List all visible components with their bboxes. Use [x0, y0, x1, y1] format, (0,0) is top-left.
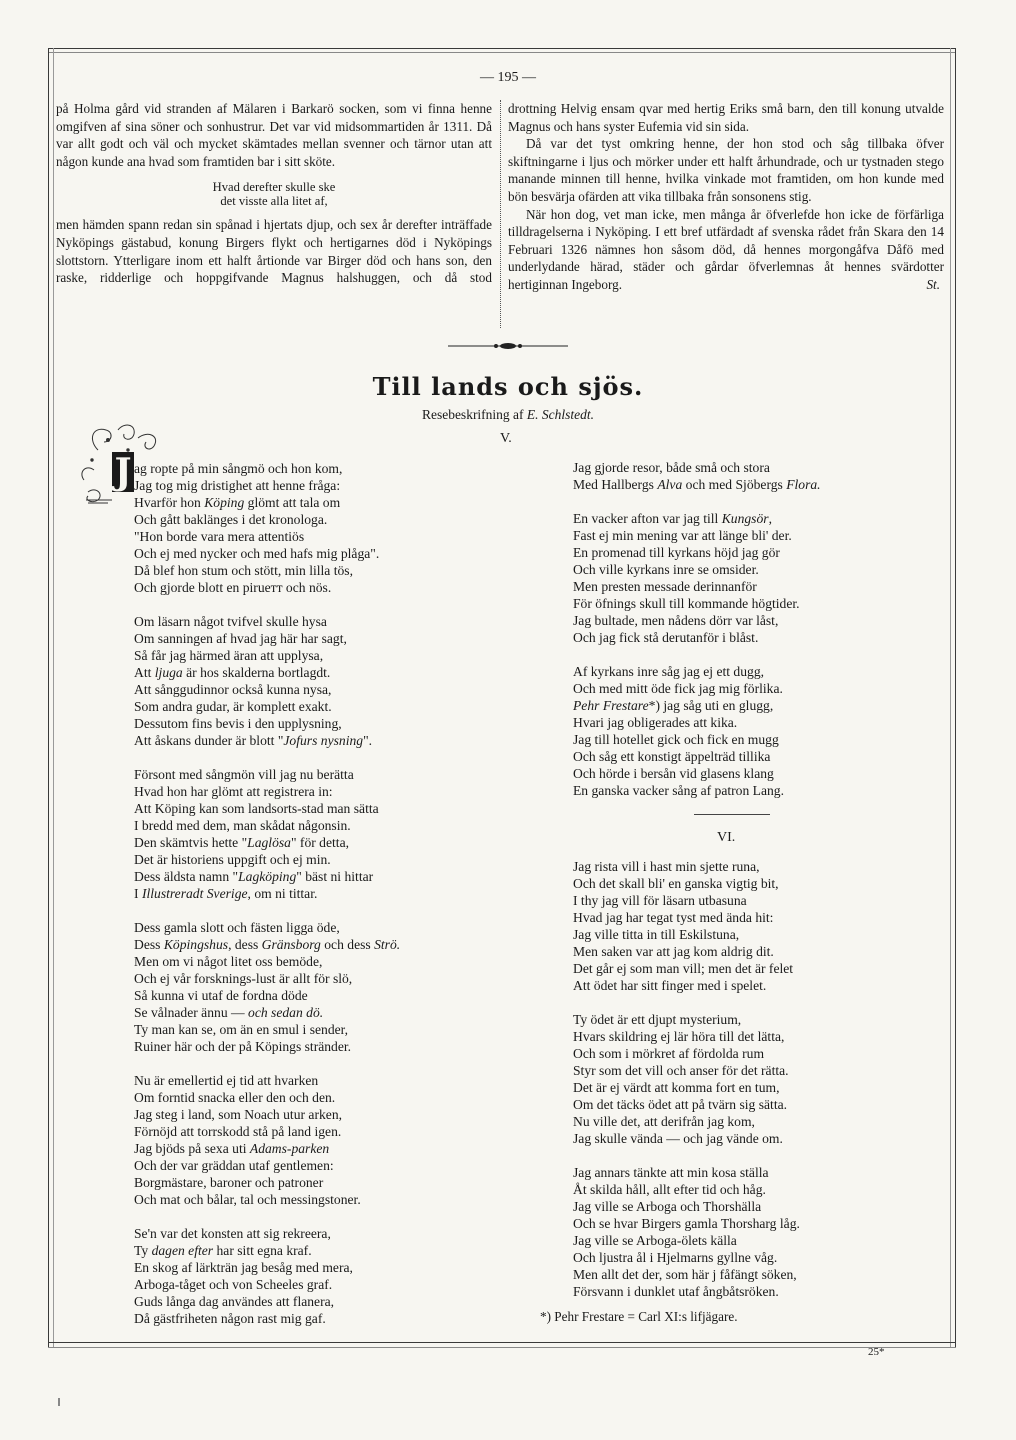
poem-line: Jag steg i land, som Noach utur arken,: [134, 1107, 343, 1122]
poem-vi-column: [573, 858, 933, 1317]
poem-line: Och gjorde blott en pirueтт och nös.: [134, 580, 332, 595]
dropcap-letter: J: [114, 451, 132, 493]
poem-line: Och såg ett konstigt äppelträd tillika: [573, 749, 771, 764]
poem-line: Som andra gudar, är komplett exakt.: [134, 699, 332, 714]
frame-left-rule-inner: [53, 48, 54, 1348]
poem-line: Jag annars tänkte att min kosa ställa: [573, 1165, 769, 1180]
poem-vi-stanza: [573, 1164, 933, 1300]
poem-line: Hvad jag har tegat tyst med ända hit:: [573, 910, 774, 925]
poem-left-stanza: [134, 460, 494, 596]
footnote: *) Pehr Frestare = Carl XI:s lifjägare.: [540, 1309, 738, 1324]
poem-line: I bredd med dem, man skådat någonsin.: [134, 818, 351, 833]
poem-line: Med Hallbergs Alva och med Sjöbergs Flora.: [573, 477, 821, 492]
poem-line: Af kyrkans inre såg jag ej ett dugg,: [573, 664, 765, 679]
poem-line: Arboga-tåget och von Scheeles graf.: [134, 1277, 333, 1292]
poem-line: Men allt det der, som här j fåfängt söken,: [573, 1267, 797, 1282]
poem-line: Och ej med nycker och med hafs mig plåga".: [134, 546, 380, 561]
poem-line: Om det täcks ödet att på tvärn sig sätta.: [573, 1097, 788, 1112]
poem-line: Ty ödet är ett djupt mysterium,: [573, 1012, 742, 1027]
poem-line: Så får jag härmed äran att upplysa,: [134, 648, 324, 663]
poem-line: Styr som det vill och anser för det rätta.: [573, 1063, 789, 1078]
poem-line: Försont med sångmön vill jag nu berätta: [134, 767, 354, 782]
poem-line: Om läsarn något tvifvel skulle hysa: [134, 614, 327, 629]
poem-line: Men saken var att jag kom aldrig dit.: [573, 944, 774, 959]
page-number: — 195 —: [480, 70, 536, 85]
poem-line: Och gått baklänges i det kronologa.: [134, 512, 328, 527]
poem-line: Jag bjöds på sexa uti Adams-parken: [134, 1141, 330, 1156]
poem-line: Se'n var det konsten att sig rekreera,: [134, 1226, 331, 1241]
poem-line: I Illustreradt Sverige, om ni tittar.: [134, 886, 318, 901]
top-right-paragraph-3: [508, 206, 944, 294]
poem-line: Ruiner här och der på Köpings stränder.: [134, 1039, 352, 1054]
poem-line: Nu ville det, att derifrån jag kom,: [573, 1114, 755, 1129]
poem-line: En promenad till kyrkans höjd jag gör: [573, 545, 780, 560]
poem-line: Att ödet har sitt finger med i spelet.: [573, 978, 767, 993]
quote-line-1: Hvad derefter skulle ske: [212, 180, 336, 195]
poem-line: Hvars skildring ej lär höra till det lätta,: [573, 1029, 785, 1044]
poem-line: En skog af lärkträn jag besåg med mera,: [134, 1260, 353, 1275]
top-right-paragraph-3-text: När hon dog, vet man icke, men många år öfverlefde hon icke de förfärliga tilldragelserna i Nyköping. I ett bref utfärdadt af svenska rådet från Skara den 14 Februari 1326 nämnes hon såsom död, då hennes morgongåfva Dåfö med underlydande härad, städer och gårdar öfverlemnas åt hennes svärdotter hertiginnan Ingeborg.: [508, 206, 944, 292]
poem-line: Att åskans dunder är blott "Jofurs nysning".: [134, 733, 373, 748]
poem-line: Och ljustra ål i Hjelmarns gyllne våg.: [573, 1250, 778, 1265]
poem-line: Jag gjorde resor, både små och stora: [573, 460, 770, 475]
poem-line: En ganska vacker sång af patron Lang.: [573, 783, 784, 798]
poem-line: Och der var gräddan utaf gentlemen:: [134, 1158, 334, 1173]
poem-line: Borgmästare, baroner och patroner: [134, 1175, 324, 1190]
poem-line: Dess äldsta namn "Lagköping" bäst ni hittar: [134, 869, 374, 884]
poem-line: En vacker afton var jag till Kungsör,: [573, 511, 772, 526]
top-left-quote: [56, 180, 492, 208]
poem-line: Guds långa dag användes att flanera,: [134, 1294, 335, 1309]
poem-line: Jag ville titta in till Eskilstuna,: [573, 927, 740, 942]
top-left-column: [56, 100, 492, 287]
poem-line: Jag bultade, men nådens dörr var låst,: [573, 613, 779, 628]
frame-right-rule: [955, 48, 956, 1348]
article-title: Till lands och sjös.: [372, 372, 644, 401]
poem-line: Och jag fick stå derutanför i blåst.: [573, 630, 759, 645]
poem-line: Hvarför hon Köping glömt att tala om: [134, 495, 341, 510]
poem-line: Det är historiens uppgift och ej min.: [134, 852, 331, 867]
poem-line: Och som i mörkret af fördolda rum: [573, 1046, 765, 1061]
poem-line: Dess Köpingshus, dess Gränsborg och dess Strö.: [134, 937, 401, 952]
top-left-paragraph-2: men hämden spann redan sin spånad i hjertats djup, och sex år derefter inträffade Nyköpings gästabud, konung Birgers flykt och hertigarnes död i Nyköpings slottstorn. Ytterligare inom ett halft årtionde var Birger död och hans son, den raske, ridderlige och hoppgifvande Magnus halshuggen, och då stod: [56, 217, 492, 286]
frame-top-rule-inner: [48, 52, 956, 53]
poem-line: Och mat och bålar, tal och messingstoner.: [134, 1192, 361, 1207]
section-v-label: V.: [500, 431, 512, 446]
poem-line: Fast ej min mening var att länge bli' der.: [573, 528, 792, 543]
poem-right-column: [573, 459, 933, 816]
frame-bottom-rule-outer: [48, 1347, 956, 1348]
poem-line: Men presten messade derinnanför: [573, 579, 757, 594]
poem-line: Men om vi något litet oss bemöde,: [134, 954, 323, 969]
poem-line: Det är ej värdt att komma fort en tum,: [573, 1080, 780, 1095]
poem-line: Det går ej som man vill; men det är felet: [573, 961, 794, 976]
ornament-divider: [0, 336, 1016, 355]
poem-line: Försvann i dunklet utaf ångbåtsröken.: [573, 1284, 779, 1299]
poem-left-stanza: [134, 1225, 494, 1327]
poem-line: Jag ville se Arboga-ölets källa: [573, 1233, 737, 1248]
poem-line: Om forntid snacka eller den och den.: [134, 1090, 336, 1105]
poem-left-stanza: [134, 1072, 494, 1208]
sheet-mark: 25*: [868, 1346, 885, 1358]
poem-line: Jag tog mig dristighet att henne fråga:: [134, 478, 341, 493]
poem-line: Då blef hon stum och stött, min lilla tös,: [134, 563, 353, 578]
pencil-mark: [58, 1398, 60, 1406]
poem-line: Den skämtvis hette "Laglösa" för detta,: [134, 835, 349, 850]
poem-line: Ty dagen efter har sitt egna kraf.: [134, 1243, 312, 1258]
poem-line: För öfnings skull till kommande högtider.: [573, 596, 800, 611]
top-right-column: [508, 100, 944, 294]
poem-line: Jag till hotellet gick och fick en mugg: [573, 732, 779, 747]
poem-line: Jag skulle vända — och jag vände om.: [573, 1131, 783, 1146]
frame-top-rule: [48, 48, 956, 49]
poem-line: Se vålnader ännu — och sedan dö.: [134, 1005, 324, 1020]
section-rule: [694, 814, 770, 815]
poem-line: Nu är emellertid ej tid att hvarken: [134, 1073, 319, 1088]
top-right-paragraph-1: drottning Helvig ensam qvar med hertig Eriks små barn, den till konung utvalde Magnus och hans syster Eufemia vid sin sida.: [508, 101, 944, 134]
column-divider: [500, 100, 502, 328]
top-prose: [56, 100, 944, 328]
poem-line: Att Köping kan som landsorts-stad man sätta: [134, 801, 379, 816]
subtitle-author: E. Schlstedt.: [526, 407, 595, 422]
top-right-paragraph-2: Då var det tyst omkring henne, der hon stod och såg tillbaka öfver skiftningarne i ljus och mörker under ett halft århundrade, och ur tystnaden stego manande minnen till henne, hvilka vinkade mot framtiden, om hon kunde med bön besvärja ofärden att vika tillbaka från sonsonens stig.: [508, 136, 944, 204]
poem-line: Så kunna vi utaf de fordna döde: [134, 988, 308, 1003]
poem-line: Om sanningen af hvad jag här har sagt,: [134, 631, 347, 646]
poem-line: Att ljuga är hos skalderna bortlagdt.: [134, 665, 331, 680]
subtitle-prefix: Resebeskrifning af: [421, 407, 524, 422]
poem-line: Dess gamla slott och fästen ligga öde,: [134, 920, 340, 935]
poem-line: Dessutom fins bevis i den upplysning,: [134, 716, 342, 731]
poem-line: Och hörde i bersån vid glasens klang: [573, 766, 774, 781]
poem-line: Då gästfriheten någon rast mig gaf.: [134, 1311, 326, 1326]
poem-line: "Hon borde vara mera attentiös: [134, 529, 305, 544]
poem-line: I thy jag vill för läsarn utbasuna: [573, 893, 747, 908]
frame-right-rule-inner: [950, 48, 951, 1348]
poem-line: Och ville kyrkans inre se omsider.: [573, 562, 759, 577]
poem-left-stanza: [134, 766, 494, 902]
poem-vi-stanza: [573, 858, 933, 994]
poem-line: Förnöjd att torrskodd stå på land igen.: [134, 1124, 342, 1139]
poem-line: Och ej vår forsknings-lust är allt för slö,: [134, 971, 353, 986]
signature: St.: [926, 276, 940, 292]
poem-line: Att sånggudinnor också kunna nysa,: [134, 682, 332, 697]
poem-line: Och se hvar Birgers gamla Thorsharg låg.: [573, 1216, 800, 1231]
poem-line: Pehr Frestare*) jag såg uti en glugg,: [573, 698, 774, 713]
poem-line: Jag rista vill i hast min sjette runa,: [573, 859, 760, 874]
poem-right-stanza: [573, 459, 933, 493]
poem-line: Och med mitt öde fick jag mig förlika.: [573, 681, 783, 696]
poem-right-stanza: [573, 663, 933, 799]
poem-vi-stanza: [573, 1011, 933, 1147]
poem-line: Hvad hon har glömt att registrera in:: [134, 784, 333, 799]
poem-left-stanza: [134, 919, 494, 1055]
frame-left-rule: [48, 48, 49, 1348]
poem-left-column: [134, 460, 494, 1344]
poem-line: Och det skall bli' en ganska vigtig bit,: [573, 876, 779, 891]
quote-line-2: det visste alla litet af,: [220, 194, 328, 209]
poem-right-stanza: [573, 510, 933, 646]
top-left-paragraph-1: på Holma gård vid stranden af Mälaren i Barkarö socken, som vi finna henne omgifven af sina söner och sonhustrur. Det var vid midsommartiden år 1311. Då var allt godt och väl och mycket skämtades mellan svenner och tärnor utan att någon kunde ana hvad som framtiden bar i sitt sköte.: [56, 101, 492, 169]
poem-line: Hvari jag obligerades att kika.: [573, 715, 738, 730]
section-vi-label: VI.: [717, 830, 736, 845]
poem-line: Åt skilda håll, allt efter tid och håg.: [573, 1182, 766, 1197]
poem-line: ag ropte på min sångmö och hon kom,: [134, 461, 343, 476]
poem-line: Ty man kan se, om än en smul i sender,: [134, 1022, 349, 1037]
ornament-divider-icon: [448, 341, 568, 351]
poem-line: Jag ville se Arboga och Thorshälla: [573, 1199, 762, 1214]
poem-left-stanza: [134, 613, 494, 749]
